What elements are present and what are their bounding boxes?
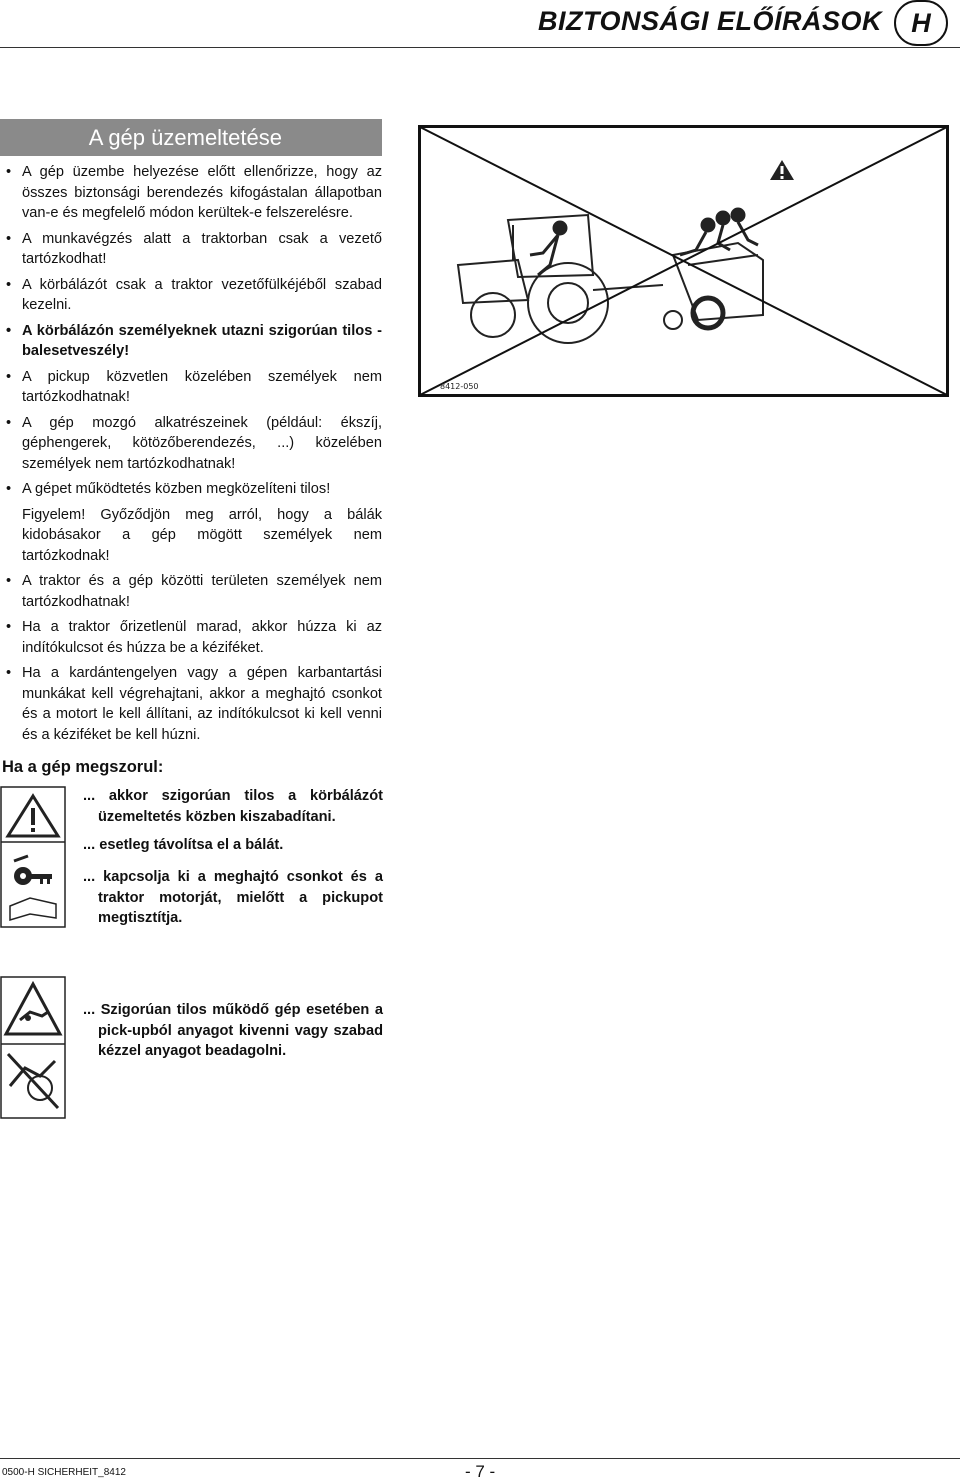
jam-warning-pictogram [0, 786, 66, 928]
bullet-icon: • [6, 414, 12, 431]
list-item: • A körbálázón személyeknek utazni szigorúan tilos - balesetveszély! [6, 322, 382, 359]
list-item: • A munkavégzés alatt a traktorban csak a vezető tartózkodhat! [6, 230, 382, 267]
list-item: • A körbálázót csak a traktor vezetőfülkéjéből szabad kezelni. [6, 276, 382, 313]
page-number: - 7 - [465, 1462, 496, 1481]
list-item: • A traktor és a gép közötti területen személyek nem tartózkodhatnak! [6, 573, 382, 610]
bullet-icon: • [6, 230, 12, 247]
jam-step-1: ... akkor szigorúan tilos a körbálázót üzemeltetés közben kiszabadítani. [83, 788, 383, 825]
bullet-icon: • [6, 573, 12, 589]
footer-divider [0, 1458, 960, 1459]
no-hand-feeding-icon [8, 1054, 58, 1108]
jam-step-2: ... esetleg távolítsa el a bálát. [83, 837, 284, 853]
no-riding-illustration [418, 125, 949, 397]
list-item: • Ha a traktor őrizetlenül marad, akkor húzza ki az indítókulcsot és húzza be a kéziféket. [6, 619, 382, 656]
warning-icon [770, 160, 794, 180]
bullet-icon: • [6, 164, 12, 180]
list-item: • A pickup közvetlen közelében személyek nem tartózkodhatnak! [6, 368, 382, 405]
hand-entanglement-icon [6, 984, 60, 1034]
warning-triangle-icon [8, 796, 58, 836]
list-item: • A gép mozgó alkatrészeinek (például: ékszíj, géphengerek, kötözőberendezés, ...) közelében személyek nem tartózkodhatnak! [6, 414, 382, 472]
bullet-icon: • [6, 276, 12, 293]
key-icon [14, 856, 52, 885]
section-title: A gép üzemeltetése [88, 125, 282, 150]
pickup-warning-text: ... Szigorúan tilos működő gép esetében a pick-upból anyagot kivenni vagy szabad kézzel anyagot beadagolni. [83, 1002, 383, 1059]
figure-code: 8412-050 [440, 382, 479, 391]
bullet-icon: • [6, 368, 12, 385]
bullet-icon: • [6, 619, 12, 635]
header-title: BIZTONSÁGI ELŐÍRÁSOK [537, 6, 882, 36]
manual-icon [10, 898, 56, 920]
jam-step-3: ... kapcsolja ki a meghajtó csonkot és a traktor motorját, mielőtt a pickupot megtisztítja. [83, 869, 383, 926]
header-divider [0, 47, 960, 48]
list-item: • A gép üzembe helyezése előtt ellenőrizze, hogy az összes biztonsági berendezés kifogástalan állapotban van-e és megfelelő módon kerültek-e felszerelésre. [6, 164, 382, 221]
footer-document-code: 0500-H SICHERHEIT_8412 [2, 1467, 126, 1478]
list-item: • A gépet működtetés közben megközelíteni tilos! [6, 479, 382, 500]
bullet-icon: • [6, 665, 12, 681]
no-riding-drawing [418, 125, 949, 397]
list-item-note: Figyelem! Győződjön meg arról, hogy a bálák kidobásakor a gép mögött személyek nem tartózkodnak! [22, 506, 382, 564]
bullet-icon: • [6, 322, 12, 339]
safety-bullet-list [6, 162, 382, 750]
jam-heading: Ha a gép megszorul: [2, 758, 164, 776]
bullet-icon: • [6, 481, 12, 497]
list-item: • Ha a kardántengelyen vagy a gépen karbantartási munkákat kell végrehajtani, akkor a meghajtó csonkot és a motort le kell állítani, az indítókulcsot ki kell venni és a kéziféket be kell húzni. [6, 665, 382, 743]
language-badge: H [894, 0, 948, 46]
pickup-warning-pictogram [0, 976, 66, 1119]
section-title-bar [0, 119, 382, 156]
